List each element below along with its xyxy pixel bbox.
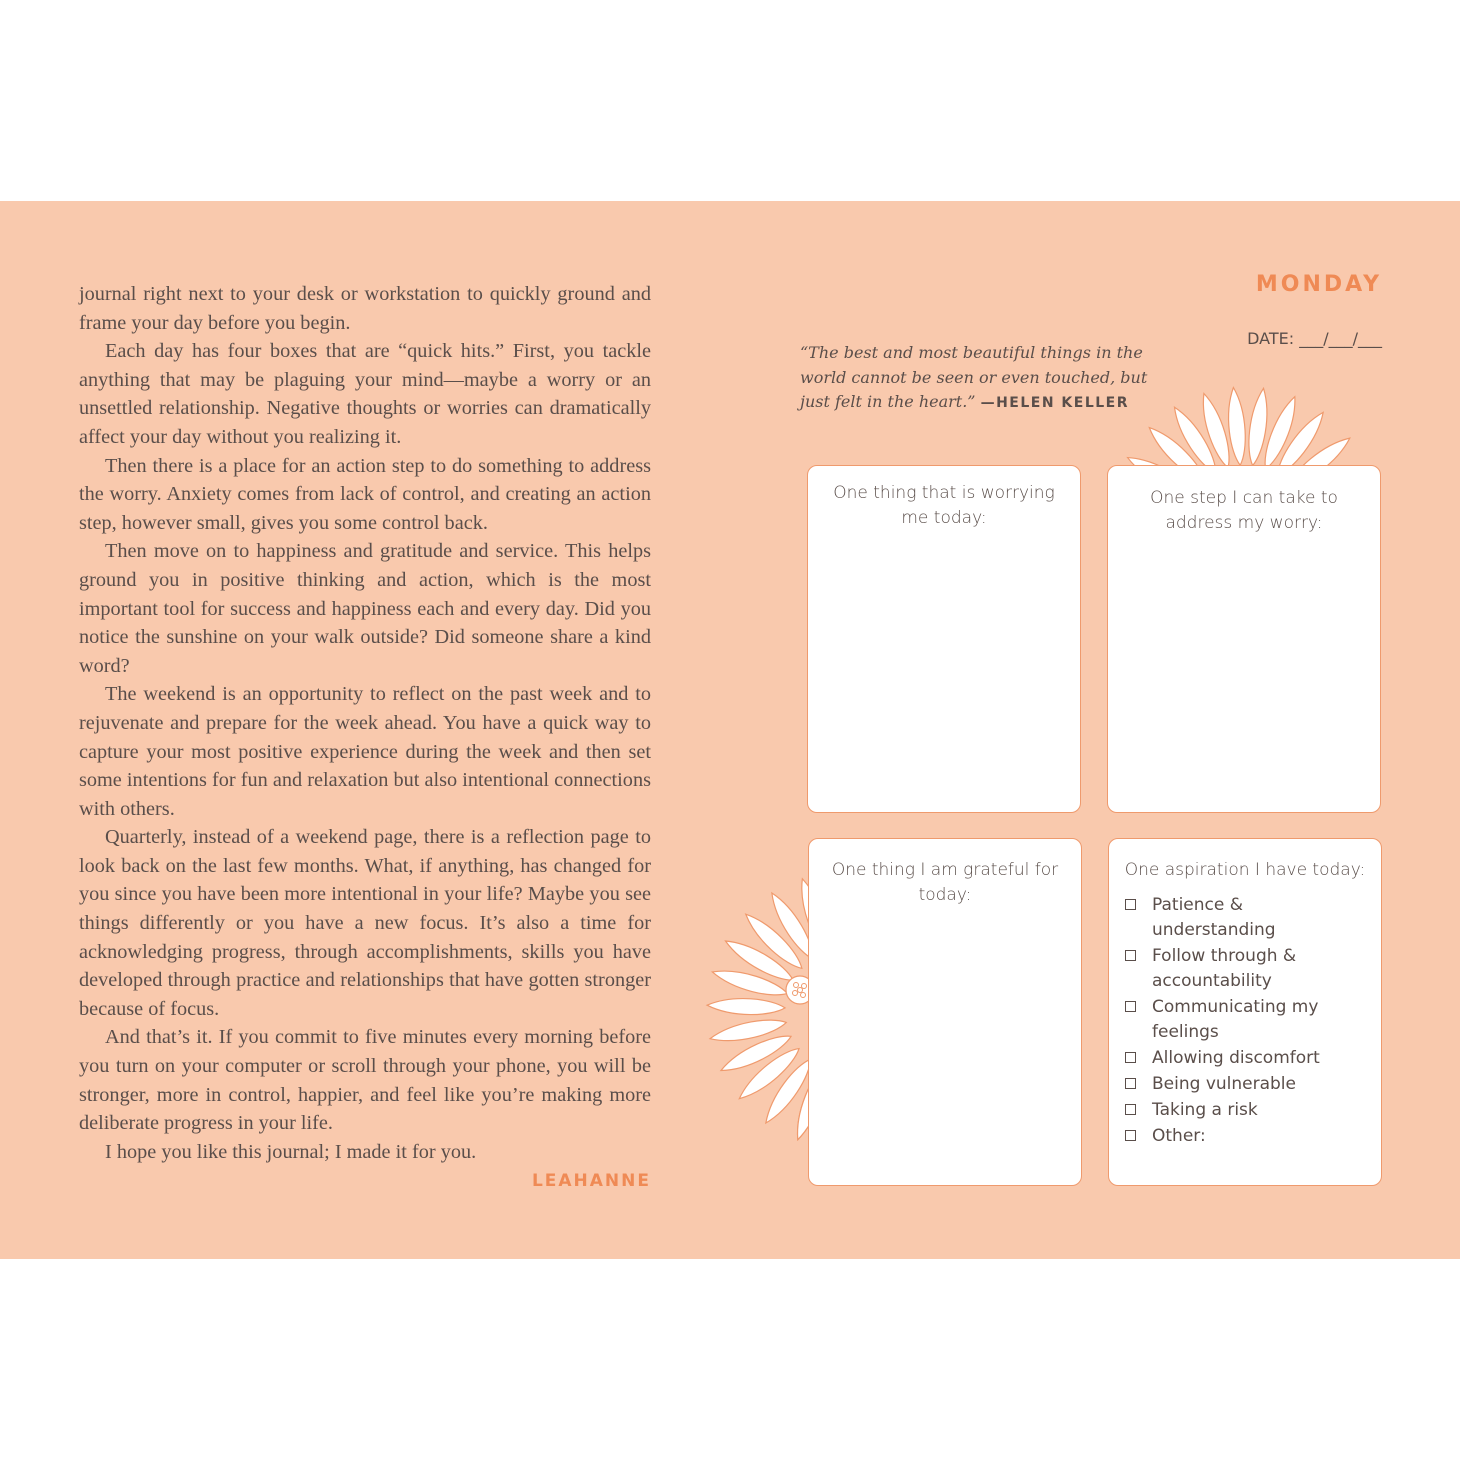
aspiration-option[interactable]: Allowing discomfort — [1123, 1046, 1367, 1071]
intro-paragraph: Then move on to happiness and gratitude and service. This helps ground you in positive thinking and action, which is the most important tool for success and happiness each and every day. Did you notice the sunshine on your walk outside? Did someone share a kind word? — [79, 540, 651, 677]
intro-paragraph: Quarterly, instead of a weekend page, there is a reflection page to look back on the last few months. What, if anything, has changed for you since you have been more intentional in your life? Maybe you see things differently or you have a new focus. It’s also a time for acknowledging progress, through accomplishments, skills you have developed through practice and relationships that have gotten stronger because of focus. — [79, 826, 651, 1020]
aspiration-box — [1108, 838, 1382, 1186]
day-heading: MONDAY — [1255, 272, 1382, 297]
quote-author: —HELEN KELLER — [980, 395, 1130, 411]
checkbox-icon[interactable] — [1125, 1104, 1136, 1115]
checkbox-icon[interactable] — [1125, 899, 1136, 910]
intro-paragraph: And that’s it. If you commit to five minutes every morning before you turn on your computer or scroll through your phone, you will be stronger, more in control, happier, and feel like you’re making more deliberate progress in your life. — [79, 1026, 651, 1135]
date-field[interactable]: DATE: ___/___/___ — [1247, 329, 1382, 348]
aspiration-option[interactable]: Follow through & accountability — [1123, 944, 1367, 994]
worry-box[interactable] — [807, 465, 1081, 813]
checkbox-icon[interactable] — [1125, 1052, 1136, 1063]
intro-paragraph: journal right next to your desk or workstation to quickly ground and frame your day before you begin. — [79, 283, 651, 334]
aspiration-option[interactable]: Taking a risk — [1123, 1098, 1367, 1123]
aspiration-list — [1123, 893, 1367, 1149]
action-step-box-title: One step I can take to address my worry: — [1150, 488, 1338, 533]
intro-text — [79, 280, 651, 1196]
worry-box-title: One thing that is worrying me today: — [833, 483, 1055, 528]
grateful-box-title: One thing I am grateful for today: — [831, 860, 1059, 905]
aspiration-option[interactable]: Other: — [1123, 1124, 1367, 1149]
aspiration-option[interactable]: Being vulnerable — [1123, 1072, 1367, 1097]
intro-paragraph: Then there is a place for an action step to do something to address the worry. Anxiety comes from lack of control, and creating an action step, however small, gives you some control back. — [79, 454, 651, 534]
action-step-box[interactable] — [1107, 465, 1381, 813]
aspiration-option[interactable]: Communicating my feelings — [1123, 995, 1367, 1045]
checkbox-icon[interactable] — [1125, 1078, 1136, 1089]
intro-paragraph: Each day has four boxes that are “quick hits.” First, you tackle anything that may be plaguing your mind—maybe a worry or an unsettled relationship. Negative thoughts or worries can dramatically affect your day without you realizing it. — [79, 340, 651, 448]
aspiration-option[interactable]: Patience & understanding — [1123, 893, 1367, 943]
grateful-box[interactable] — [808, 838, 1082, 1186]
quote — [800, 341, 1160, 416]
quote-text: “The best and most beautiful things in the world cannot be seen or even touched, but just felt in the heart.” — [800, 343, 1148, 411]
intro-paragraph: I hope you like this journal; I made it for you. — [105, 1140, 477, 1163]
checkbox-icon[interactable] — [1125, 1130, 1136, 1141]
checkbox-icon[interactable] — [1125, 950, 1136, 961]
intro-paragraph: The weekend is an opportunity to reflect on the past week and to rejuvenate and prepare for the week ahead. You have a quick way to capture your most positive experience during the week and then set some intentions for fun and relaxation but also intentional connections with others. — [79, 683, 651, 820]
author-signature: LEAHANNE — [531, 1171, 651, 1192]
checkbox-icon[interactable] — [1125, 1001, 1136, 1012]
aspiration-box-title: One aspiration I have today: — [1124, 860, 1366, 880]
